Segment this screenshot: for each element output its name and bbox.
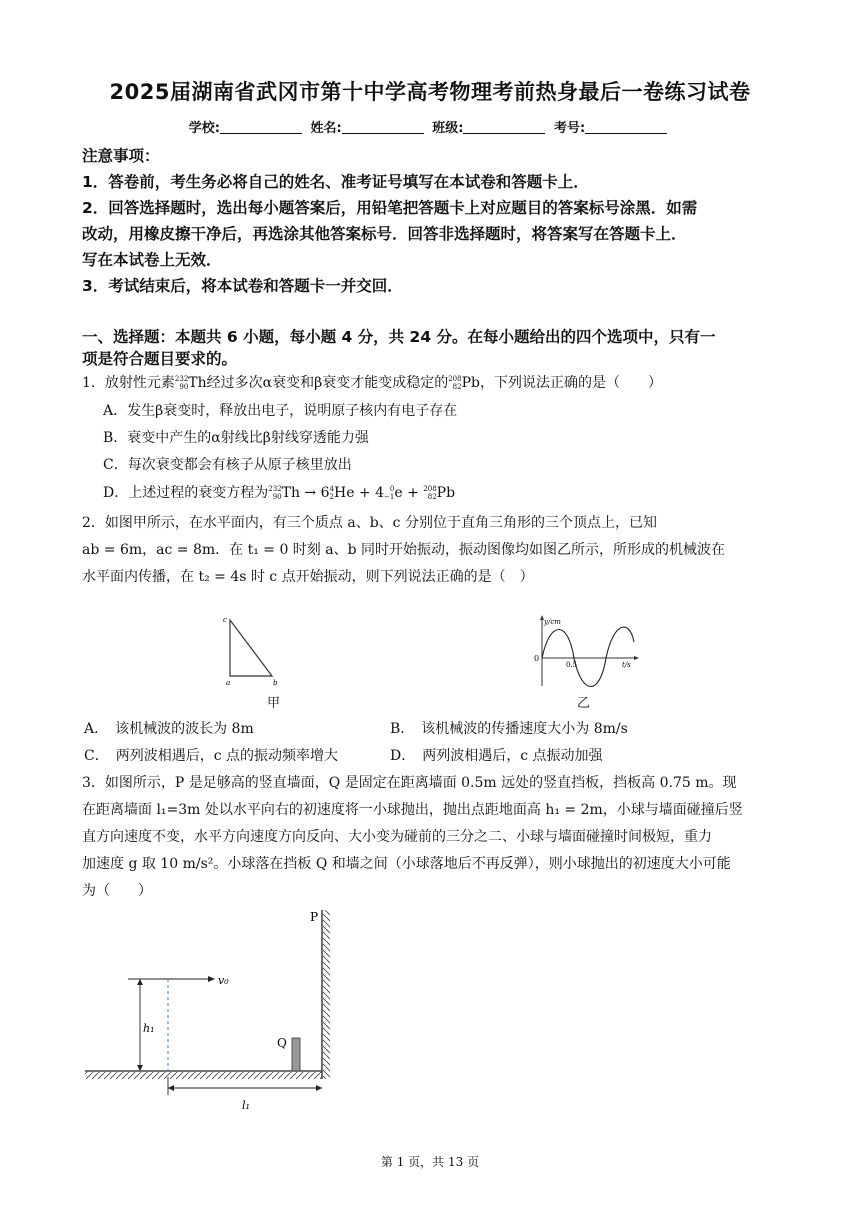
question-2-option-c: C． 两列波相遇后，c 点的振动频率增大 — [84, 748, 339, 764]
note-item: 1．答卷前，考生务必将自己的姓名、准考证号填写在本试卷和答题卡上． — [82, 173, 589, 191]
section-heading: 一、选择题：本题共 6 小题，每小题 4 分，共 24 分。在每小题给出的四个选项中，只有一 — [82, 328, 716, 346]
figure-yi-vibration-graph — [530, 612, 650, 692]
name-blank[interactable] — [342, 120, 424, 134]
page-footer: 第 1 页，共 13 页 — [380, 1155, 480, 1169]
note-item: 2．回答选择题时，选出每小题答案后，用铅笔把答题卡上对应题目的答案标号涂黑．如需 — [82, 199, 698, 217]
note-item: 3．考试结束后，将本试卷和答题卡一并交回． — [82, 277, 403, 295]
exam-title: 2025届湖南省武冈市第十中学高考物理考前热身最后一卷练习试卷 — [109, 80, 751, 104]
class-label: 班级: — [432, 121, 464, 136]
question-2-line-2: ab = 6m，ac = 8m．在 t₁ = 0 时刻 a、b 同时开始振动，振动图像均如图乙所示，所形成的机械波在 — [82, 542, 726, 558]
board-q-label: Q — [277, 1036, 287, 1050]
school-blank[interactable] — [220, 120, 302, 134]
figure-jia-caption: 甲 — [267, 696, 281, 711]
wall-hatch — [323, 910, 330, 1079]
v0-label: v₀ — [218, 974, 229, 987]
name-label: 姓名: — [310, 121, 342, 136]
question-1-option-d: D．上述过程的衰变方程为232 90Th → 64 2He + 4 0 −1e + 208 82Pb — [103, 485, 456, 501]
question-2-line-1: 2．如图甲所示，在水平面内，有三个质点 a、b、c 分别位于直角三角形的三个顶点上，已知 — [82, 515, 657, 531]
tick-label: 0.5 — [566, 661, 578, 669]
class-blank[interactable] — [463, 120, 545, 134]
question-3-line-1: 3．如图所示，P 是足够高的竖直墙面，Q 是固定在距离墙面 0.5m 远处的竖直挡板，挡板高 0.75 m。现 — [82, 775, 737, 791]
wall-p-label: P — [310, 910, 319, 924]
vertex-c-label: c — [223, 616, 227, 624]
school-label: 学校: — [188, 121, 220, 136]
question-1-option-a: A．发生β衰变时，释放出电子，说明原子核内有电子存在 — [103, 403, 458, 419]
question-3-line-3: 直方向速度不变，水平方向速度方向反向、大小变为碰前的三分之二、小球与墙面碰撞时间极短，重力 — [82, 829, 712, 845]
question-2-option-b: B． 该机械波的传播速度大小为 8m/s — [390, 721, 628, 737]
question-3-line-5: 为（ ） — [82, 883, 152, 899]
question-2-line-3: 水平面内传播，在 t₂ = 4s 时 c 点开始振动，则下列说法正确的是（ ） — [82, 569, 534, 585]
student-info-line — [0, 117, 860, 136]
origin-label: 0 — [534, 654, 540, 663]
section-heading-cont: 项是符合题目要求的。 — [82, 350, 238, 368]
figure-jia-triangle — [220, 612, 290, 687]
note-item: 改动，用橡皮擦干净后，再选涂其他答案标号．回答非选择题时，将答案写在答题卡上． — [82, 225, 687, 243]
board-q — [292, 1038, 300, 1071]
x-axis-label: t/s — [622, 661, 631, 669]
ground-hatch — [85, 1072, 322, 1079]
question-3-line-2: 在距离墙面 l₁=3m 处以水平向右的初速度将一小球抛出，抛出点距地面高 h₁ = 2m，小球与墙面碰撞后竖 — [82, 802, 743, 818]
figure-q3-wall-projectile — [80, 905, 350, 1130]
question-2-option-d: D． 两列波相遇后，c 点振动加强 — [390, 748, 603, 764]
vertex-a-label: a — [226, 679, 231, 687]
question-1-option-c: C．每次衰变都会有核子从原子核里放出 — [103, 457, 352, 473]
question-1-option-b: B．衰变中产生的α射线比β射线穿透能力强 — [103, 430, 369, 446]
question-1-stem: 1．放射性元素232 90Th经过多次α衰变和β衰变才能变成稳定的208 82Pb，下列说法正确的是（ ） — [82, 375, 662, 391]
vertex-b-label: b — [273, 679, 278, 687]
l1-label: l₁ — [242, 1099, 250, 1112]
note-item: 写在本试卷上无效． — [82, 251, 222, 269]
question-2-option-a: A． 该机械波的波长为 8m — [84, 721, 254, 737]
question-3-line-4: 加速度 g 取 10 m/s²。小球落在挡板 Q 和墙之间（小球落地后不再反弹），则小球抛出的初速度大小可能 — [82, 856, 731, 872]
exam-number-label: 考号: — [554, 121, 586, 136]
exam-number-blank[interactable] — [585, 120, 667, 134]
h1-label: h₁ — [143, 1022, 155, 1035]
notes-heading: 注意事项： — [82, 147, 160, 165]
y-axis-label: y/cm — [544, 618, 561, 626]
figure-yi-caption: 乙 — [577, 696, 591, 711]
